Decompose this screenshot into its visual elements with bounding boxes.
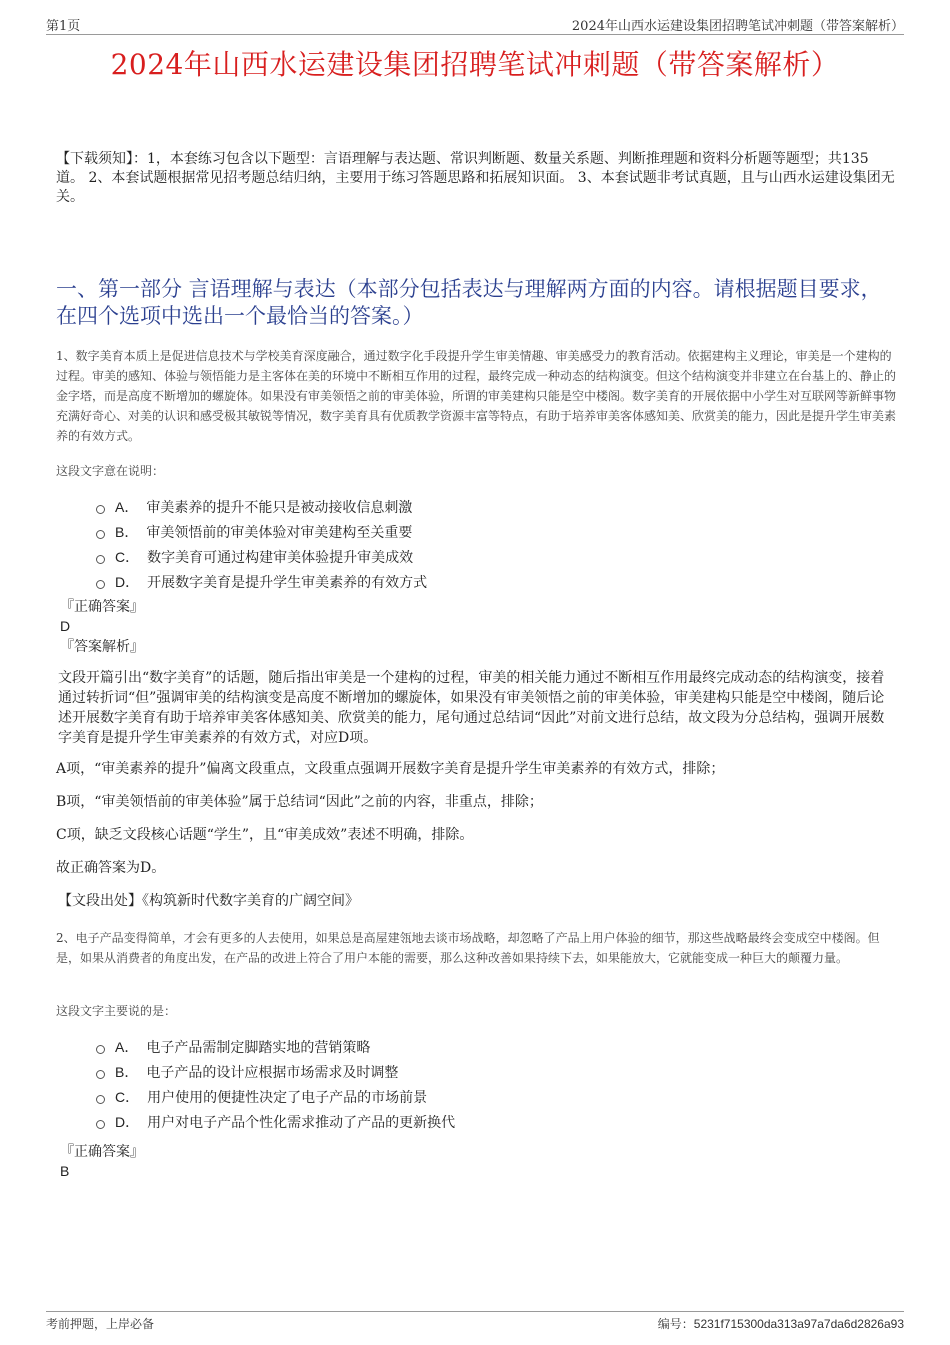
analysis-option-b: B项，“审美领悟前的审美体验”属于总结词“因此”之前的内容，非重点，排除； xyxy=(56,794,543,810)
radio-icon[interactable] xyxy=(96,1070,105,1079)
radio-icon[interactable] xyxy=(96,555,105,564)
section-heading: 一、第一部分 言语理解与表达（本部分包括表达与理解两方面的内容。请根据题目要求，在四个选项中选出一个最恰当的答案。） xyxy=(56,277,882,328)
answer-label: 『正确答案』 xyxy=(60,599,144,615)
option-c[interactable]: C． 用户使用的便捷性决定了电子产品的市场前景 xyxy=(96,1084,696,1109)
option-d[interactable]: D． 开展数字美育是提升学生审美素养的有效方式 xyxy=(96,569,696,594)
analysis-source: 【文段出处】《构筑新时代数字美育的广阔空间》 xyxy=(58,893,359,909)
header-doc-title: 2024年山西水运建设集团招聘笔试冲刺题（带答案解析） xyxy=(571,19,904,34)
download-notice: 【下载须知】：1，本套练习包含以下题型：言语理解与表达题、常识判断题、数量关系题、判断推理题和资料分析题等题型；共135道。 2、本套试题根据常见招考题总结归纳，主要用于练习答题思路和拓展知识面。 3、本套试题非考试真题，且与山西水运建设集团无关。 xyxy=(56,151,895,205)
option-c[interactable]: C． 数字美育可通过构建审美体验提升审美成效 xyxy=(96,544,696,569)
question-1-stem: 1、数字美育本质上是促进信息技术与学校美育深度融合，通过数字化手段提升学生审美情趣、审美感受力的教育活动。依据建构主义理论，审美是一个建构的过程。审美的感知、体验与领悟能力是主客体在美的环境中不断相互作用的过程，最终完成一种动态的结构演变。但这个结构演变并非建立在台基上的、静止的金字塔，而是高度不断增加的螺旋体。如果没有审美领悟之前的审美体验，所谓的审美建构只能是空中楼阁。数字美育的开展依据中小学生对互联网等新鲜事物充满好奇心、对美的认识和感受极其敏锐等情况，数字美育具有优质教学资源丰富等特点，有助于培养审美客体感知美、欣赏美的能力，因此是提升学生审美素养的有效方式。 xyxy=(56,349,897,443)
footer-slogan: 考前押题，上岸必备 xyxy=(46,1317,155,1331)
analysis-label: 『答案解析』 xyxy=(60,639,144,655)
analysis-conclusion: 故正确答案为D。 xyxy=(56,860,166,876)
radio-icon[interactable] xyxy=(96,1120,105,1129)
option-b[interactable]: B． 审美领悟前的审美体验对审美建构至关重要 xyxy=(96,519,696,544)
question-2-stem: 2、电子产品变得简单，才会有更多的人去使用，如果总是高屋建瓴地去谈市场战略，却忽略了产品上用户体验的细节，那这些战略最终会变成空中楼阁。但是，如果从消费者的角度出发，在产品的改进上符合了用户本能的需要，那么这种改善如果持续下去，如果能放大，它就能变成一种巨大的颠覆力量。 xyxy=(56,931,880,965)
answer-label: 『正确答案』 xyxy=(60,1144,144,1160)
option-a[interactable]: A． 审美素养的提升不能只是被动接收信息刺激 xyxy=(96,494,696,519)
page-footer xyxy=(46,1311,904,1332)
document-title: 2024年山西水运建设集团招聘笔试冲刺题（带答案解析） xyxy=(110,48,840,81)
radio-icon[interactable] xyxy=(96,580,105,589)
footer-serial: 编号：5231f715300da313a97a7da6d2826a93 xyxy=(657,1317,904,1331)
page-number: 第1页 xyxy=(46,19,81,34)
page-header xyxy=(46,14,904,35)
radio-icon[interactable] xyxy=(96,530,105,539)
analysis-option-c: C项，缺乏文段核心话题“学生”，且“审美成效”表述不明确，排除。 xyxy=(56,827,474,843)
question-1-options xyxy=(96,494,696,594)
radio-icon[interactable] xyxy=(96,505,105,514)
answer-value: D xyxy=(60,618,71,634)
answer-value: B xyxy=(60,1163,70,1179)
analysis-option-a: A项，“审美素养的提升”偏离文段重点，文段重点强调开展数字美育是提升学生审美素养的有效方式，排除； xyxy=(56,761,725,777)
radio-icon[interactable] xyxy=(96,1045,105,1054)
question-1-ask: 这段文字意在说明： xyxy=(56,464,165,478)
option-b[interactable]: B． 电子产品的设计应根据市场需求及时调整 xyxy=(96,1059,696,1084)
option-a[interactable]: A． 电子产品需制定脚踏实地的营销策略 xyxy=(96,1034,696,1059)
question-2-options xyxy=(96,1034,696,1134)
radio-icon[interactable] xyxy=(96,1095,105,1104)
analysis-paragraph: 文段开篇引出“数字美育”的话题，随后指出审美是一个建构的过程，审美的相关能力通过不断相互作用最终完成动态的结构演变，接着通过转折词“但”强调审美的结构演变是高度不断增加的螺旋体，如果没有审美领悟之前的审美体验，审美建构只能是空中楼阁，随后论述开展数字美育有助于培养审美客体感知美、欣赏美的能力，尾句通过总结词“因此”对前文进行总结，故文段为分总结构，强调开展数字美育是提升学生审美素养的有效方式，对应D项。 xyxy=(58,670,885,746)
option-d[interactable]: D． 用户对电子产品个性化需求推动了产品的更新换代 xyxy=(96,1109,696,1134)
question-2-ask: 这段文字主要说的是： xyxy=(56,1004,177,1018)
